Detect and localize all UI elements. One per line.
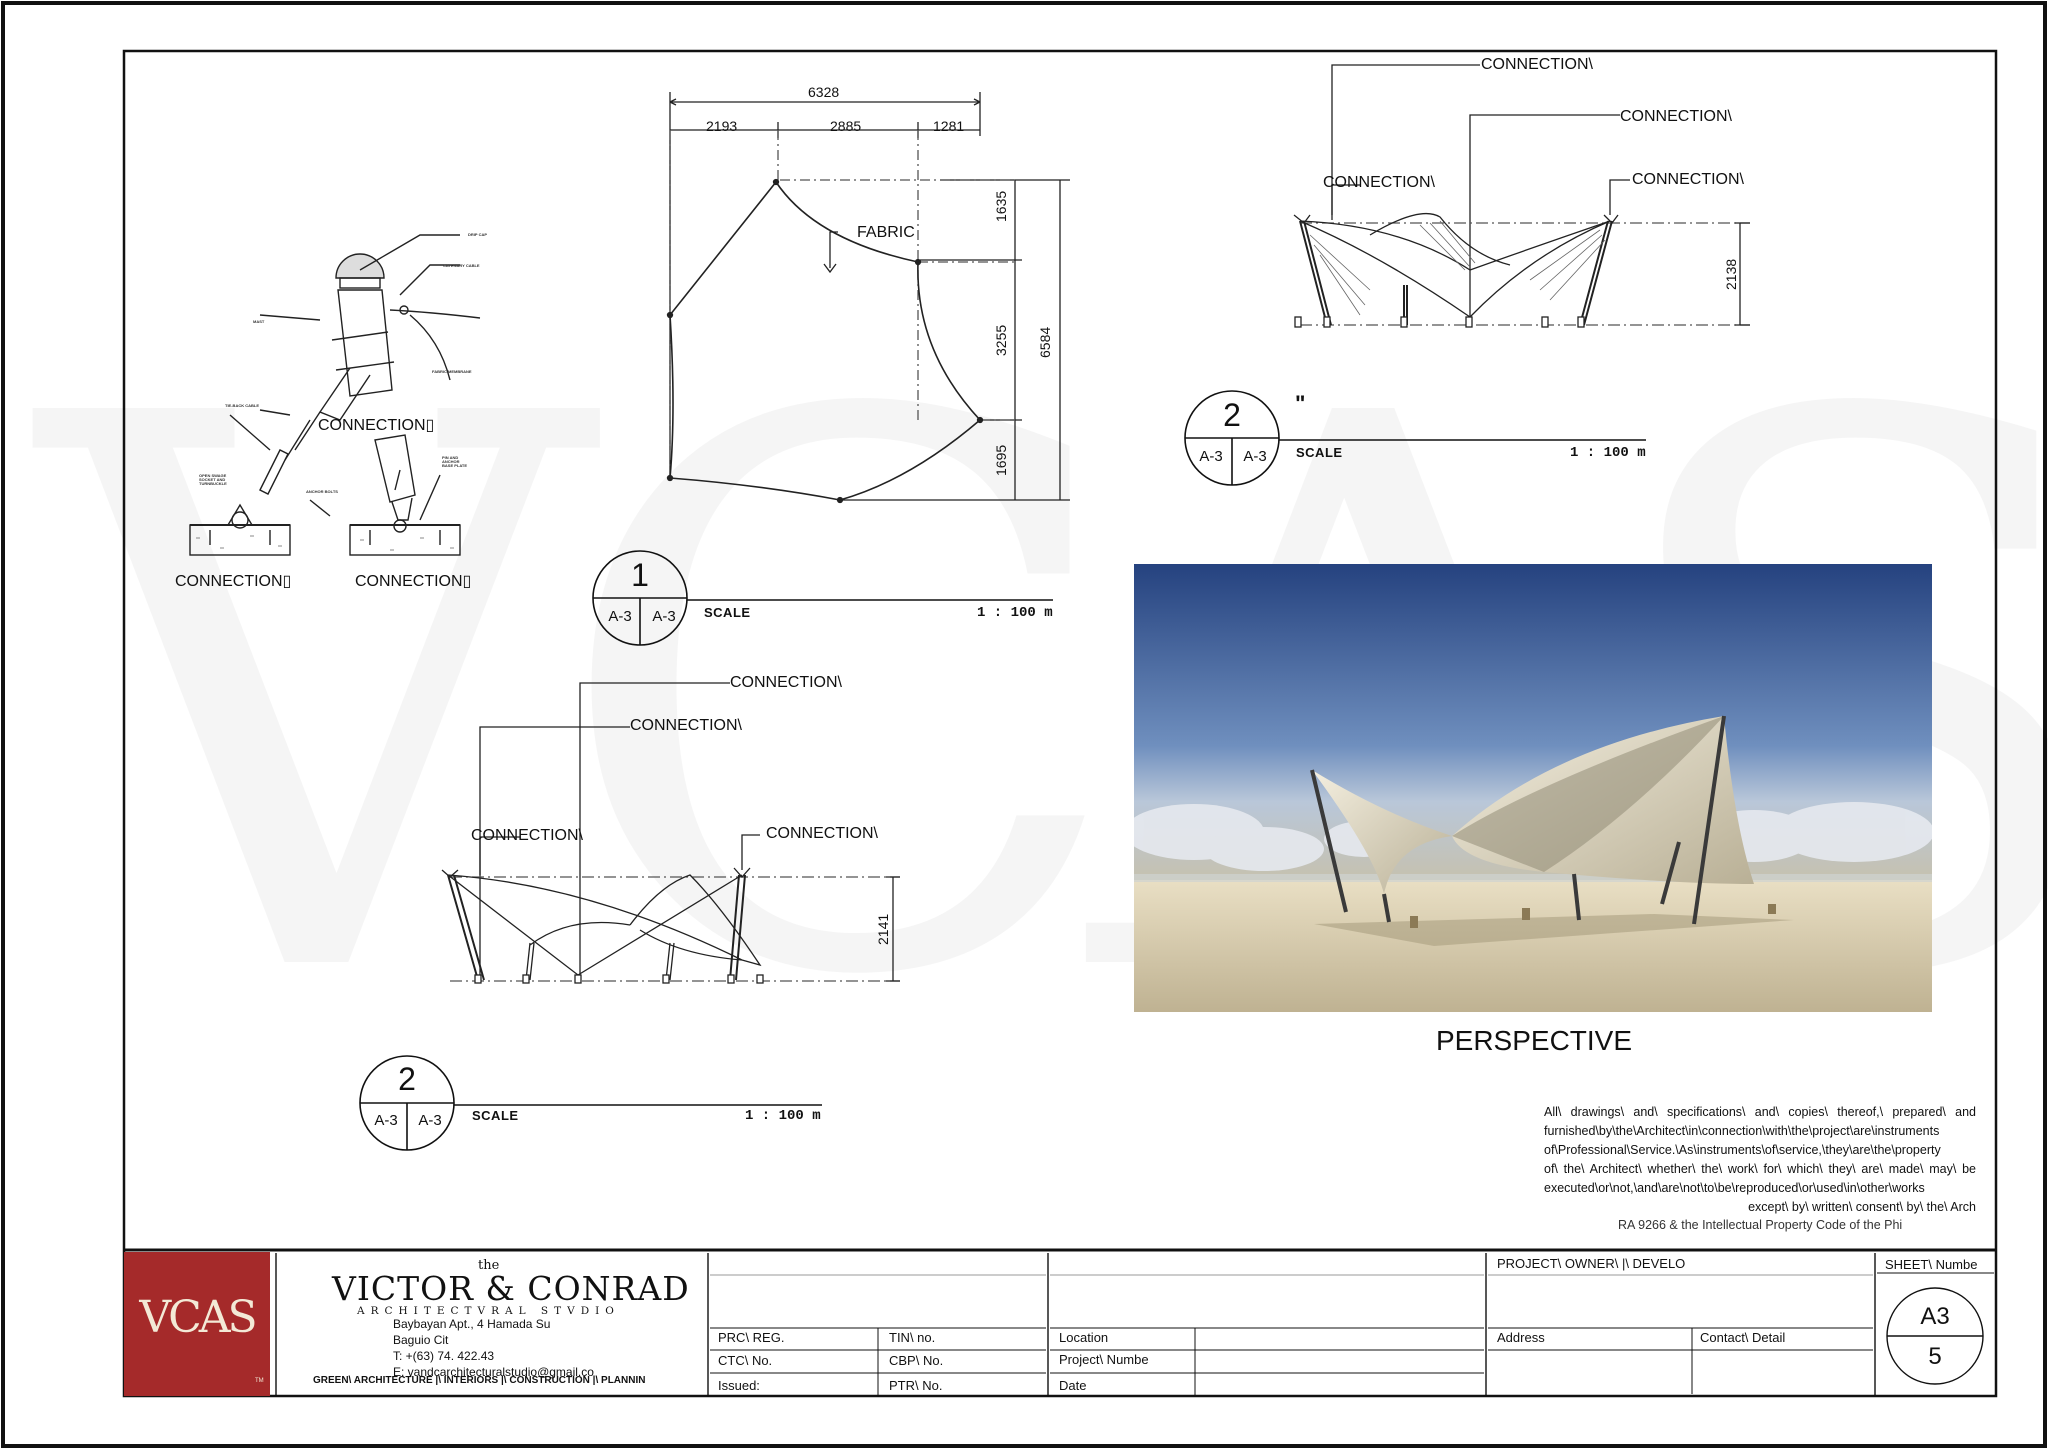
connection-label-left: CONNECTION▯ <box>175 573 292 590</box>
bubble-2-ratio: 1 : 100 m <box>1570 445 1646 461</box>
connection-label-right: CONNECTION▯ <box>355 573 472 590</box>
bubble-1-left-ref: A-3 <box>608 608 632 625</box>
firm-subtitle: ARCHITECTVRAL STVDIO <box>357 1305 620 1317</box>
sheet-size: A3 <box>1920 1303 1950 1330</box>
bubble-1-number: 1 <box>631 557 649 593</box>
elev-bottom-conn-d: CONNECTION\ <box>766 825 878 842</box>
elev-top-conn-b: CONNECTION\ <box>1620 108 1732 125</box>
elev-bottom-conn-b: CONNECTION\ <box>630 717 742 734</box>
note-line-4: of\ the\ Architect\ whether\ the\ work\ for\ which\ they\ are\ made\ may\ be <box>1544 1162 1976 1176</box>
note-line-5: executed\or\not,\and\are\not\to\be\reproduced\or\used\in\other\works <box>1544 1181 1925 1195</box>
connection-label-main: CONNECTION▯ <box>318 417 435 434</box>
mast-label: MAST <box>253 319 265 324</box>
address-label: Address <box>1497 1330 1545 1345</box>
date-label: Date <box>1059 1378 1087 1393</box>
bubble-1-scale: SCALE <box>704 605 751 620</box>
firm-address-2: Baguio Cit <box>393 1333 449 1347</box>
project-number-label: Project\ Numbe <box>1059 1352 1149 1367</box>
sheet-number-label: SHEET\ Numbe <box>1885 1257 1978 1272</box>
elev-bottom-conn-a: CONNECTION\ <box>730 674 842 691</box>
contact-detail-label: Contact\ Detail <box>1700 1330 1786 1345</box>
elev-bottom-conn-c: CONNECTION\ <box>471 827 583 844</box>
elev-top-height-text: 2138 <box>1723 258 1739 290</box>
tin-no-label: TIN\ no. <box>889 1330 936 1345</box>
bubble-2-scale: SCALE <box>1296 445 1343 460</box>
location-label: Location <box>1059 1330 1109 1345</box>
note-line-2: furnished\by\the\Architect\in\connection\with\the\project\are\instruments <box>1544 1124 1940 1138</box>
firm-services: GREEN\ ARCHITECTURE |\ INTERIORS |\ CONSTRUCTION |\ PLANNIN <box>313 1375 646 1386</box>
note-line-1: All\ drawings\ and\ specifications\ and\ copies\ thereof,\ prepared\ and <box>1544 1105 1976 1119</box>
note-line-3: of\Professional\Service.\As\instruments\of\service,\they\are\the\property <box>1544 1143 1941 1157</box>
dim-seg-3: 1281 <box>933 118 965 134</box>
firm-email: E: vandcarchitecturalstudio@gmail.co <box>393 1365 594 1379</box>
ctc-no-label: CTC\ No. <box>718 1353 773 1368</box>
bubble-3-number: 2 <box>398 1061 416 1097</box>
catenary-cable-label: CATENARY CABLE <box>443 263 480 268</box>
bubble-3-scale: SCALE <box>472 1108 519 1123</box>
dim-seg-1: 2193 <box>706 118 738 134</box>
perspective-caption: PERSPECTIVE <box>1435 1025 1633 1056</box>
drip-cap-label: DRIP CAP <box>468 232 488 237</box>
dim-overall-width: 6328 <box>808 84 840 100</box>
logo-tm: TM <box>255 1378 264 1384</box>
bubble-2-quote-mark: " <box>1295 391 1306 416</box>
firm-name: VICTOR & CONRAD <box>332 1269 690 1308</box>
bubble-2-right-ref: A-3 <box>1243 448 1267 465</box>
ptr-no-label: PTR\ No. <box>889 1378 943 1393</box>
bubble-3-ratio: 1 : 100 m <box>745 1108 821 1124</box>
fabric-membrane-label: FABRIC MEMBRANE <box>432 369 472 374</box>
bubble-1-right-ref: A-3 <box>652 608 676 625</box>
firm-phone: T: +(63) 74. 422.43 <box>393 1349 495 1363</box>
fabric-label: FABRIC <box>857 224 915 241</box>
bubble-1-ratio: 1 : 100 m <box>977 605 1053 621</box>
sheet-number: 5 <box>1928 1343 1942 1370</box>
elev-bottom-height-text: 2141 <box>875 913 891 945</box>
anchor-bolts-label: ANCHOR BOLTS <box>306 489 338 494</box>
bubble-2-left-ref: A-3 <box>1199 448 1223 465</box>
dim-seg-2: 2885 <box>830 118 862 134</box>
tie-back-cable-label: TIE-BACK CABLE <box>225 403 259 408</box>
dim-v1-text: 1635 <box>993 190 1009 222</box>
bubble-3-right-ref: A-3 <box>418 1112 442 1129</box>
bubble-2-number: 2 <box>1223 397 1241 433</box>
firm-the: the <box>478 1258 500 1273</box>
dim-overall-height-text: 6584 <box>1037 326 1053 358</box>
issued-label: Issued: <box>718 1378 760 1393</box>
elev-top-conn-c: CONNECTION\ <box>1323 174 1435 191</box>
project-owner-label: PROJECT\ OWNER\ |\ DEVELO <box>1497 1256 1686 1271</box>
bubble-3-left-ref: A-3 <box>374 1112 398 1129</box>
dim-v2-text: 3255 <box>993 324 1009 356</box>
note-footer: RA 9266 & the Intellectual Property Code of the Phi <box>1618 1218 1903 1232</box>
elev-top-conn-a: CONNECTION\ <box>1481 56 1593 73</box>
open-swage-label: OPEN SWAGE SOCKET AND TURNBUCKLE <box>199 473 227 486</box>
cbp-no-label: CBP\ No. <box>889 1353 944 1368</box>
logo-text: VCAS <box>139 1292 255 1343</box>
firm-logo <box>124 1252 270 1396</box>
elev-top-conn-d: CONNECTION\ <box>1632 171 1744 188</box>
prc-reg-label: PRC\ REG. <box>718 1330 785 1345</box>
dim-v3-text: 1695 <box>993 444 1009 476</box>
note-line-6: except\ by\ written\ consent\ by\ the\ Arch <box>1748 1200 1976 1214</box>
firm-address-1: Baybayan Apt., 4 Hamada Su <box>393 1317 551 1331</box>
pin-anchor-label: PIN AND ANCHOR BASE PLATE <box>442 455 468 468</box>
